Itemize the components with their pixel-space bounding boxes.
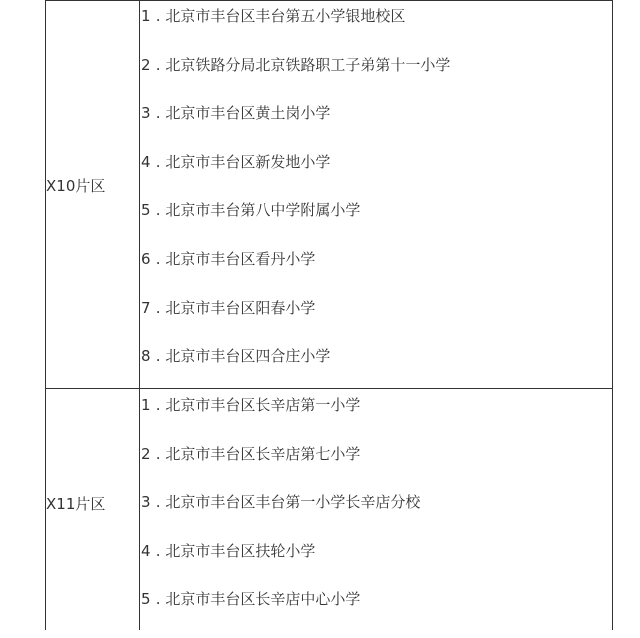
item-number: 4 (141, 152, 151, 171)
list-item: 2 . 北京市丰台区长辛店第七小学 (141, 444, 361, 463)
item-number: 4 (141, 541, 151, 560)
zone-label: X10片区 (46, 177, 106, 195)
table-border-top (45, 0, 613, 1)
item-number: 2 (141, 444, 151, 463)
item-number: 6 (141, 249, 151, 268)
school-name: 北京市丰台区长辛店中心小学 (165, 590, 361, 609)
list-item: 5 . 北京市丰台区长辛店中心小学 (141, 590, 361, 609)
school-name: 北京市丰台区四合庄小学 (165, 347, 331, 366)
zone-label: X11片区 (46, 495, 106, 513)
school-name: 北京铁路分局北京铁路职工子弟第十一小学 (165, 55, 451, 74)
item-number: 8 (141, 347, 151, 366)
item-number: 3 (141, 104, 151, 123)
school-name: 北京市丰台区丰台第五小学银地校区 (165, 7, 406, 25)
item-number: 3 (141, 493, 151, 512)
table-border-right (612, 0, 613, 630)
list-item: 1 . 北京市丰台区丰台第五小学银地校区 (141, 7, 406, 25)
school-name: 北京市丰台区扶轮小学 (165, 541, 316, 560)
list-item: 5 . 北京市丰台第八中学附属小学 (141, 201, 361, 220)
school-name: 北京市丰台区长辛店第七小学 (165, 444, 361, 463)
list-item: 1 . 北京市丰台区长辛店第一小学 (141, 396, 361, 414)
school-name: 北京市丰台区丰台第一小学长辛店分校 (165, 493, 421, 512)
list-item: 6 . 北京市丰台区看丹小学 (141, 249, 316, 268)
item-number: 5 (141, 201, 151, 220)
school-zone-table (45, 0, 613, 630)
list-item: 4 . 北京市丰台区扶轮小学 (141, 541, 316, 560)
school-name: 北京市丰台区新发地小学 (165, 152, 331, 171)
item-number: 5 (141, 590, 151, 609)
school-list (141, 6, 450, 395)
item-number: 7 (141, 298, 151, 317)
list-item: 2 . 北京铁路分局北京铁路职工子弟第十一小学 (141, 55, 451, 74)
item-number: 1 (141, 396, 151, 414)
list-item: 3 . 北京市丰台区丰台第一小学长辛店分校 (141, 493, 421, 512)
school-list (141, 395, 420, 638)
school-name: 北京市丰台第八中学附属小学 (165, 201, 361, 220)
school-name: 北京市丰台区看丹小学 (165, 249, 316, 268)
list-item: 4 . 北京市丰台区新发地小学 (141, 152, 331, 171)
school-name: 北京市丰台区黄土岗小学 (165, 104, 331, 123)
school-name: 北京市丰台区阳春小学 (165, 298, 316, 317)
table-column-divider (139, 0, 140, 630)
table-border-left (45, 0, 46, 630)
list-item: 3 . 北京市丰台区黄土岗小学 (141, 104, 331, 123)
item-number: 2 (141, 55, 151, 74)
item-number: 1 (141, 7, 151, 25)
school-name: 北京市丰台区长辛店第一小学 (165, 396, 361, 414)
list-item: 7 . 北京市丰台区阳春小学 (141, 298, 316, 317)
list-item: 8 . 北京市丰台区四合庄小学 (141, 347, 331, 366)
